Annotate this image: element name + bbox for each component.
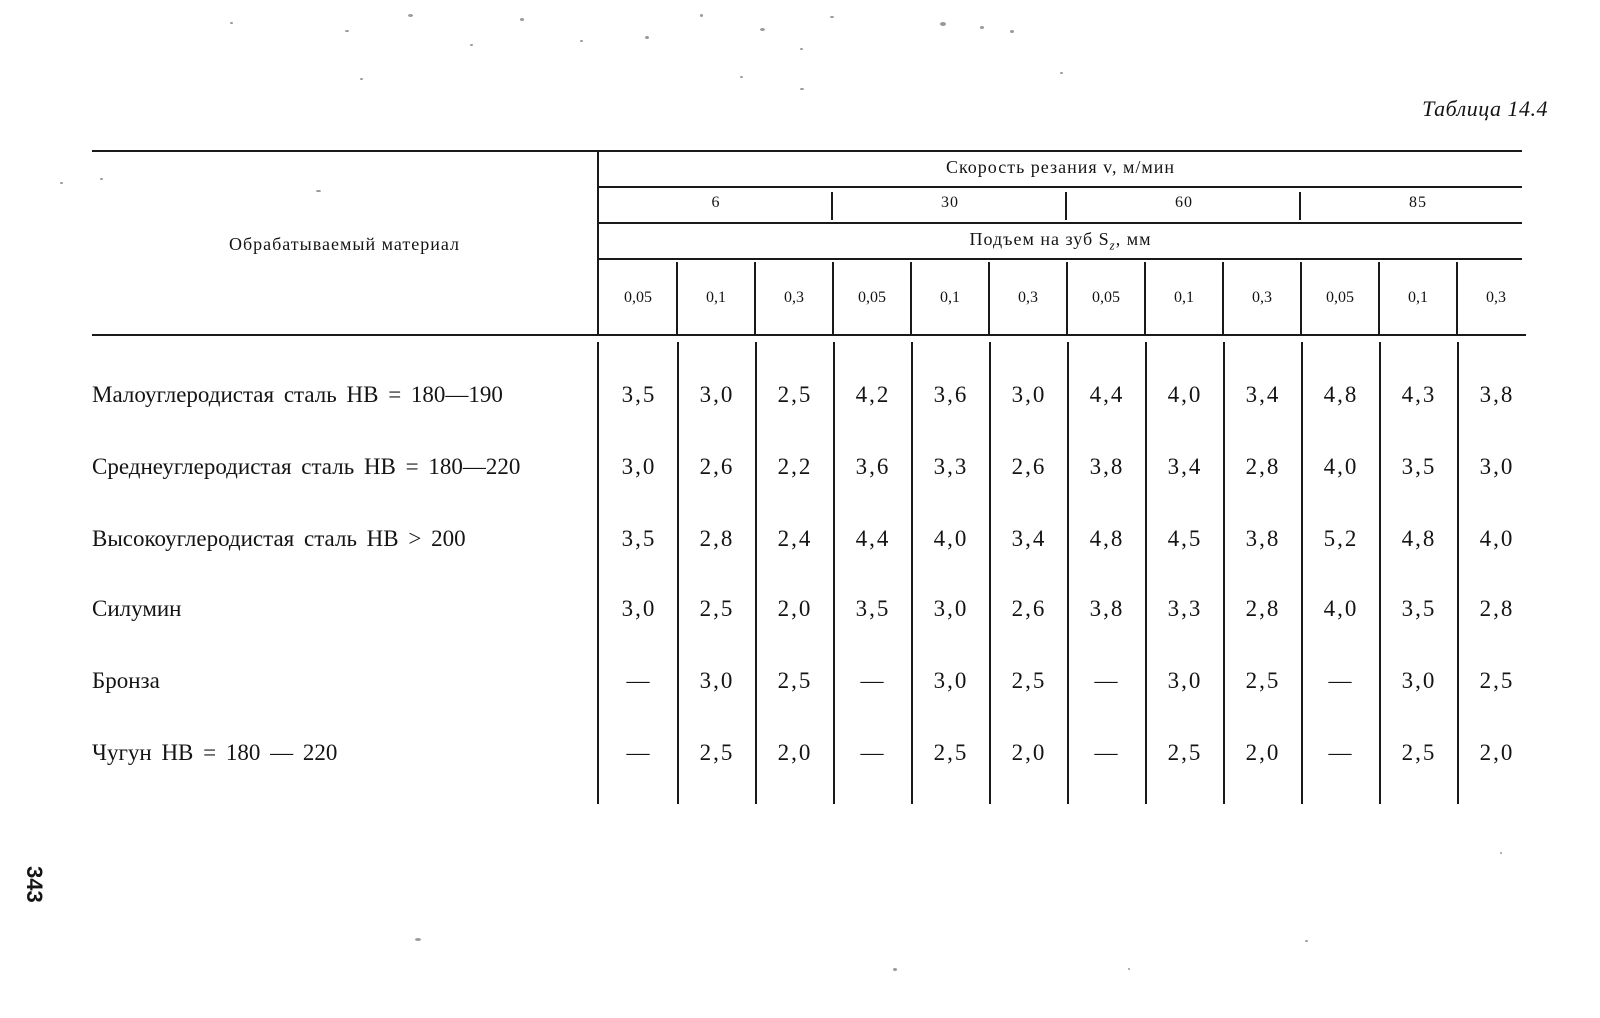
table-cell: — xyxy=(1328,668,1354,693)
feed-value: 0,05 xyxy=(624,289,652,306)
table-cell: 3,8 xyxy=(1089,596,1125,621)
speed-value: 30 xyxy=(941,194,959,211)
table-cell: 3,4 xyxy=(1245,382,1281,407)
table-cell: 4,8 xyxy=(1323,382,1359,407)
column-separator xyxy=(833,342,835,804)
table-cell: — xyxy=(1094,740,1120,765)
material-label: Бронза xyxy=(92,668,160,693)
column-separator xyxy=(989,342,991,804)
table-cell: 3,5 xyxy=(1401,596,1437,621)
table-cell: 2,0 xyxy=(1011,740,1047,765)
table-cell: 3,3 xyxy=(1167,596,1203,621)
table-cell: 3,0 xyxy=(621,596,657,621)
material-label: Малоуглеродистая сталь НВ = 180—190 xyxy=(92,382,503,407)
speed-value: 85 xyxy=(1409,194,1427,211)
table-cell: — xyxy=(626,668,652,693)
feed-value: 0,3 xyxy=(1018,289,1038,306)
table-top-rule xyxy=(92,150,1522,152)
column-separator xyxy=(755,342,757,804)
table-cell: 4,8 xyxy=(1089,526,1125,551)
table-cell: 2,5 xyxy=(1401,740,1437,765)
feed-value: 0,1 xyxy=(706,289,726,306)
table-cell: 4,8 xyxy=(1401,526,1437,551)
feed-value: 0,3 xyxy=(1486,289,1506,306)
page-number: 343 xyxy=(22,866,47,903)
speed-value: 6 xyxy=(711,194,721,211)
table-cell: 2,2 xyxy=(777,454,813,479)
feed-value: 0,05 xyxy=(858,289,886,306)
table-cell: 3,0 xyxy=(699,668,735,693)
header-bottom-rule xyxy=(92,334,1526,336)
table-cell: 4,4 xyxy=(1089,382,1125,407)
table-cell: 3,5 xyxy=(1401,454,1437,479)
speed-header: Скорость резания v, м/мин xyxy=(945,157,1176,177)
table-cell: 3,3 xyxy=(933,454,969,479)
speed-rule xyxy=(599,186,1522,188)
material-column-header: Обрабатываемый материал xyxy=(228,234,461,254)
table-cell: 3,8 xyxy=(1089,454,1125,479)
table-cell: 2,6 xyxy=(1011,596,1047,621)
table-cell: 2,0 xyxy=(777,740,813,765)
feed-value: 0,3 xyxy=(1252,289,1272,306)
table-cell: 2,5 xyxy=(1245,668,1281,693)
table-cell: 2,5 xyxy=(699,596,735,621)
table-cell: 4,3 xyxy=(1401,382,1437,407)
table-cell: — xyxy=(860,740,886,765)
table-cell: 2,6 xyxy=(699,454,735,479)
column-separator xyxy=(1457,342,1459,804)
table-cell: 2,0 xyxy=(1479,740,1515,765)
table-cell: 2,8 xyxy=(1245,596,1281,621)
column-separator xyxy=(677,342,679,804)
table-cell: 4,2 xyxy=(855,382,891,407)
table-cell: 3,0 xyxy=(1401,668,1437,693)
table-cell: 3,0 xyxy=(699,382,735,407)
table-cell: 3,5 xyxy=(855,596,891,621)
feed-value: 0,3 xyxy=(784,289,804,306)
table-cell: — xyxy=(626,740,652,765)
table-cell: 2,8 xyxy=(699,526,735,551)
table-cell: 2,6 xyxy=(1011,454,1047,479)
table-cell: 3,5 xyxy=(621,382,657,407)
table-cell: 3,0 xyxy=(1479,454,1515,479)
material-label: Высокоуглеродистая сталь НВ > 200 xyxy=(92,526,466,551)
material-label: Чугун НВ = 180 — 220 xyxy=(92,740,338,765)
table-cell: 2,5 xyxy=(777,668,813,693)
table-cell: 2,8 xyxy=(1479,596,1515,621)
column-separator xyxy=(1145,342,1147,804)
table-cell: 3,6 xyxy=(933,382,969,407)
table-cell: 4,0 xyxy=(1167,382,1203,407)
table-cell: 4,5 xyxy=(1167,526,1203,551)
table-cell: 3,5 xyxy=(621,526,657,551)
speed-value: 60 xyxy=(1175,194,1193,211)
table-cell: 3,4 xyxy=(1011,526,1047,551)
table-cell: 4,0 xyxy=(1323,454,1359,479)
column-separator xyxy=(911,342,913,804)
table-cell: 2,0 xyxy=(777,596,813,621)
table-cell: 4,0 xyxy=(1479,526,1515,551)
table-cell: 3,8 xyxy=(1245,526,1281,551)
table-cell: 2,5 xyxy=(1011,668,1047,693)
table-cell: 2,0 xyxy=(1245,740,1281,765)
material-label: Среднеуглеродистая сталь НВ = 180—220 xyxy=(92,454,521,479)
table-title: Таблица 14.4 xyxy=(1422,96,1548,121)
table-cell: 4,4 xyxy=(855,526,891,551)
table-cell: 3,4 xyxy=(1167,454,1203,479)
column-separator xyxy=(1223,342,1225,804)
feed-header: Подъем на зуб $S_z$, мм xyxy=(969,229,1152,253)
table-cell: 3,0 xyxy=(933,668,969,693)
feed-value: 0,05 xyxy=(1326,289,1354,306)
material-label: Силумин xyxy=(92,596,182,621)
table-cell: 4,0 xyxy=(1323,596,1359,621)
table-cell: 3,6 xyxy=(855,454,891,479)
feed-value: 0,05 xyxy=(1092,289,1120,306)
column-separator xyxy=(1301,342,1303,804)
table-cell: 3,8 xyxy=(1479,382,1515,407)
column-separator xyxy=(1379,342,1381,804)
table-cell: — xyxy=(860,668,886,693)
feed-value: 0,1 xyxy=(940,289,960,306)
table-cell: 2,5 xyxy=(699,740,735,765)
speed-values-rule xyxy=(599,222,1522,224)
table-cell: 3,0 xyxy=(1167,668,1203,693)
table-cell: 4,0 xyxy=(933,526,969,551)
material-separator-body xyxy=(597,342,599,804)
table-cell: — xyxy=(1328,740,1354,765)
table-cell: 2,5 xyxy=(1167,740,1203,765)
table-cell: — xyxy=(1094,668,1120,693)
feed-value: 0,1 xyxy=(1408,289,1428,306)
table-cell: 3,0 xyxy=(933,596,969,621)
table-cell: 5,2 xyxy=(1323,526,1359,551)
table-cell: 3,0 xyxy=(1011,382,1047,407)
column-separator xyxy=(1067,342,1069,804)
table-cell: 2,5 xyxy=(933,740,969,765)
table-cell: 3,0 xyxy=(621,454,657,479)
table-cell: 2,4 xyxy=(777,526,813,551)
feed-value: 0,1 xyxy=(1174,289,1194,306)
table-cell: 2,5 xyxy=(1479,668,1515,693)
feed-rule xyxy=(599,258,1522,260)
table-cell: 2,8 xyxy=(1245,454,1281,479)
table-cell: 2,5 xyxy=(777,382,813,407)
